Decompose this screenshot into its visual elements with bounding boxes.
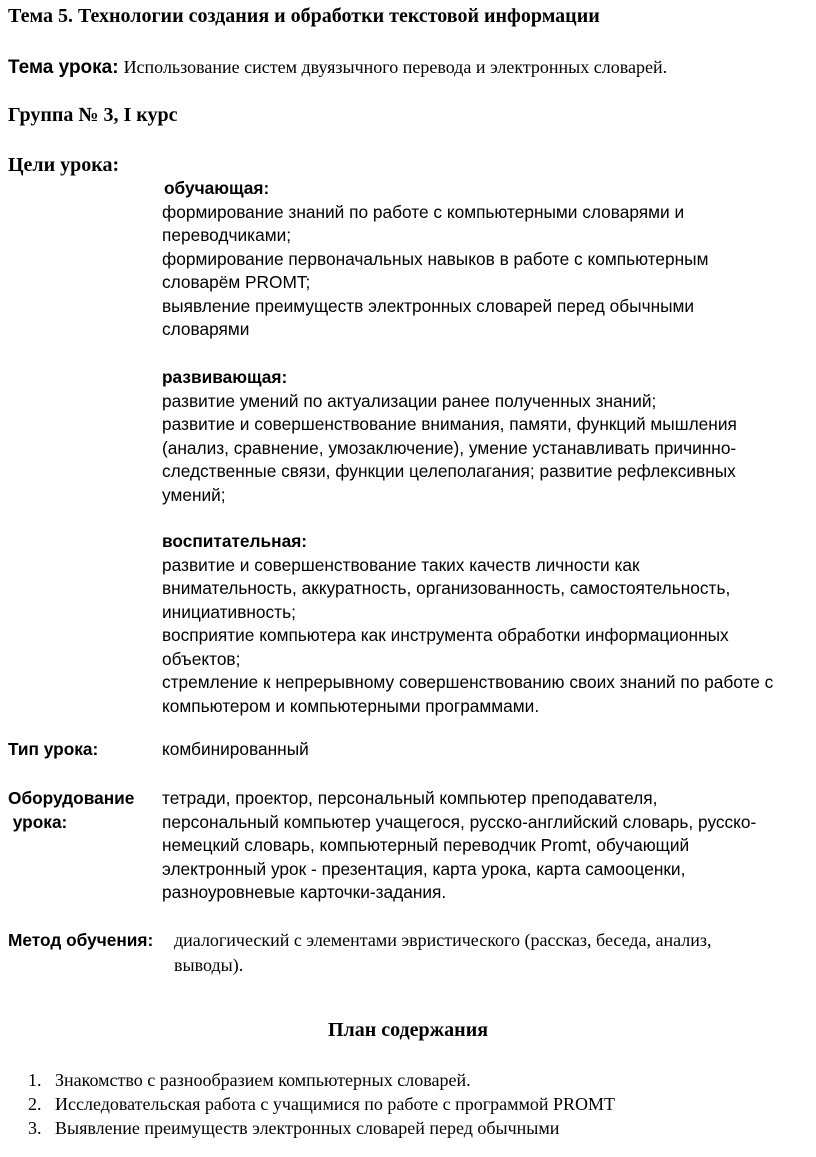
goal-line: словарём PROMT; xyxy=(162,272,311,292)
equipment xyxy=(8,787,816,907)
equipment-line: тетради, проектор, персональный компьютер преподавателя, xyxy=(162,788,658,808)
goal-line: развитие умений по актуализации ранее полученных знаний; xyxy=(162,390,657,411)
goal-line: переводчиками; xyxy=(162,225,292,245)
equipment-line: разноуровневые карточки-задания. xyxy=(162,882,447,902)
goal-line: умений; xyxy=(162,484,226,505)
goal-line: внимательность, аккуратность, организованность, самостоятельность, xyxy=(162,578,731,598)
lesson-topic-value: Использование систем двуязычного перевода и электронных словарей. xyxy=(123,57,668,77)
lesson-topic xyxy=(8,56,667,79)
plan-item-number: 2. xyxy=(28,1094,42,1114)
goal-developmental xyxy=(162,366,812,507)
list-item xyxy=(28,1068,615,1092)
lesson-type xyxy=(8,738,816,762)
lesson-topic-label: Тема урока: xyxy=(8,57,119,78)
goal-educational xyxy=(162,177,812,342)
goal-line: развитие и совершенствование таких качеств личности как xyxy=(162,554,640,575)
goal-line: компьютером и компьютерными программами. xyxy=(162,695,540,716)
goal-line: формирование первоначальных навыков в работе с компьютерным xyxy=(162,248,709,269)
plan-item-text: Знакомство с разнообразием компьютерных словарей. xyxy=(55,1070,471,1090)
plan-item-number: 3. xyxy=(28,1118,42,1138)
equipment-line: немецкий словарь, компьютерный переводчик Promt, обучающий xyxy=(162,835,690,855)
equipment-label: Оборудование урока: xyxy=(8,788,135,832)
goals-heading: Цели урока: xyxy=(8,154,120,176)
goal-line: объектов; xyxy=(162,648,241,669)
goal-line: развитие и совершенствование внимания, памяти, функций мышления xyxy=(162,414,737,434)
plan-list xyxy=(28,1068,615,1140)
teaching-method-label: Метод обучения: xyxy=(8,930,154,950)
teaching-method-line: выводы). xyxy=(174,955,244,975)
list-item xyxy=(28,1116,615,1140)
goal-line: инициативность; xyxy=(162,601,296,622)
plan-title: План содержания xyxy=(327,1019,489,1041)
equipment-list xyxy=(162,787,812,905)
goal-line: восприятие компьютера как инструмента обработки информационных xyxy=(162,625,729,645)
goal-upbringing xyxy=(162,530,812,718)
list-item xyxy=(28,1092,615,1116)
goal-line: словарями xyxy=(162,319,250,339)
goal-heading: воспитательная: xyxy=(162,531,308,551)
goal-line: (анализ, сравнение, умозаключение), умение устанавливать причинно- xyxy=(162,437,737,458)
plan-item-text: Выявление преимуществ электронных словарей перед обычными xyxy=(55,1118,560,1138)
goal-heading: развивающая: xyxy=(162,367,288,387)
teaching-method xyxy=(8,928,816,978)
goal-line: стремление к непрерывному совершенствованию своих знаний по работе с xyxy=(162,672,774,692)
lesson-type-value: комбинированный xyxy=(162,739,309,759)
plan-item-text: Исследовательская работа с учащимися по работе с программой PROMT xyxy=(55,1094,616,1114)
equipment-line: электронный урок - презентация, карта урока, карта самооценки, xyxy=(162,858,686,879)
goal-line: выявление преимуществ электронных словарей перед обычными xyxy=(162,295,695,316)
teaching-method-value xyxy=(174,928,804,978)
teaching-method-line: диалогический с элементами эвристического (рассказ, беседа, анализ, xyxy=(174,930,712,950)
document-topic: Тема 5. Технологии создания и обработки текстовой информации xyxy=(8,5,600,27)
equipment-line: персональный компьютер учащегося, русско-английский словарь, русско- xyxy=(162,811,757,832)
goal-line: следственные связи, функции целеполагания; развитие рефлексивных xyxy=(162,461,736,481)
lesson-type-label: Тип урока: xyxy=(8,739,99,759)
group-info: Группа № 3, I курс xyxy=(8,104,178,126)
goal-heading: обучающая: xyxy=(164,178,270,198)
plan-item-number: 1. xyxy=(28,1070,42,1090)
goal-line: формирование знаний по работе с компьютерными словарями и xyxy=(162,201,685,222)
